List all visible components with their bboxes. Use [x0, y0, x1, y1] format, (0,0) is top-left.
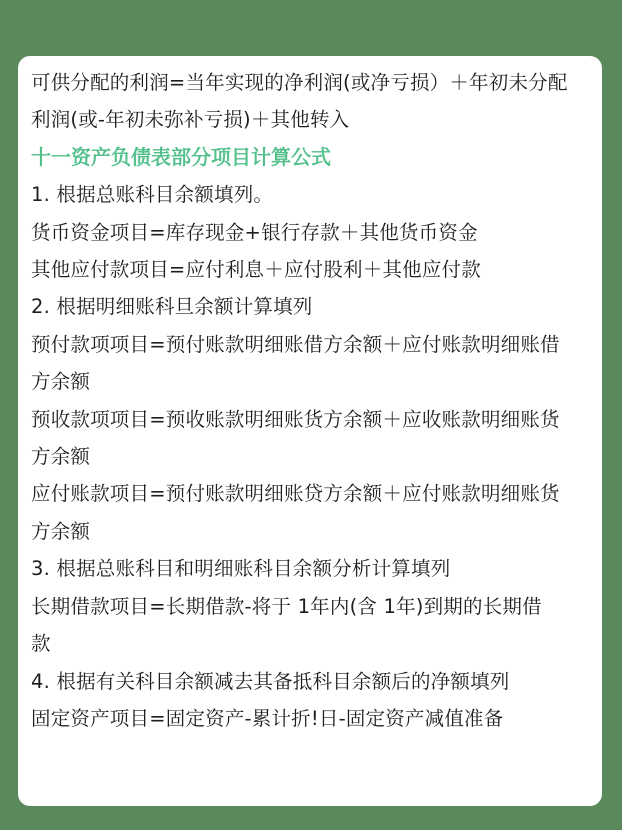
text-line: 预收款项项目=预收账款明细账货方余额＋应收账款明细账货 — [31, 407, 560, 431]
text-line: 方余额 — [31, 519, 91, 543]
text-line: 方余额 — [31, 445, 91, 469]
text-line: 1. 根据总账科目余额填列。 — [31, 183, 274, 207]
content-card — [18, 56, 602, 806]
text-line: 方余额 — [31, 370, 91, 394]
text-line: 3. 根据总账科目和明细账科目余额分析计算填列 — [31, 557, 451, 581]
text-line: 2. 根据明细账科旦余额计算填列 — [31, 295, 313, 319]
text-line: 可供分配的利润=当年实现的净利润(或净亏损）＋年初未分配 — [31, 71, 568, 94]
text-line: 长期借款项目=长期借款-将于 1年内(含 1年)到期的长期借 — [31, 594, 542, 618]
text-line: 预付款项项目=预付账款明细账借方余额＋应付账款明细账借 — [31, 332, 560, 356]
text-line: 利润(或-年初未弥补亏损)＋其他转入 — [31, 108, 350, 132]
section-heading: 十一资产负债表部分项目计算公式 — [31, 144, 331, 169]
text-line: 货币资金项目=库存现金+银行存款＋其他货币资金 — [31, 220, 478, 244]
text-line: 其他应付款项目=应付利息＋应付股利＋其他应付款 — [31, 258, 481, 282]
text-line: 款 — [31, 632, 51, 656]
text-line: 固定资产项目=固定资产-累计折!日-固定资产减值准备 — [31, 706, 504, 730]
text-line: 4. 根据有关科目余额减去其备抵科目余额后的净额填列 — [31, 669, 510, 693]
text-line: 应付账款项目=预付账款明细账贷方余额＋应付账款明细账货 — [31, 482, 560, 506]
